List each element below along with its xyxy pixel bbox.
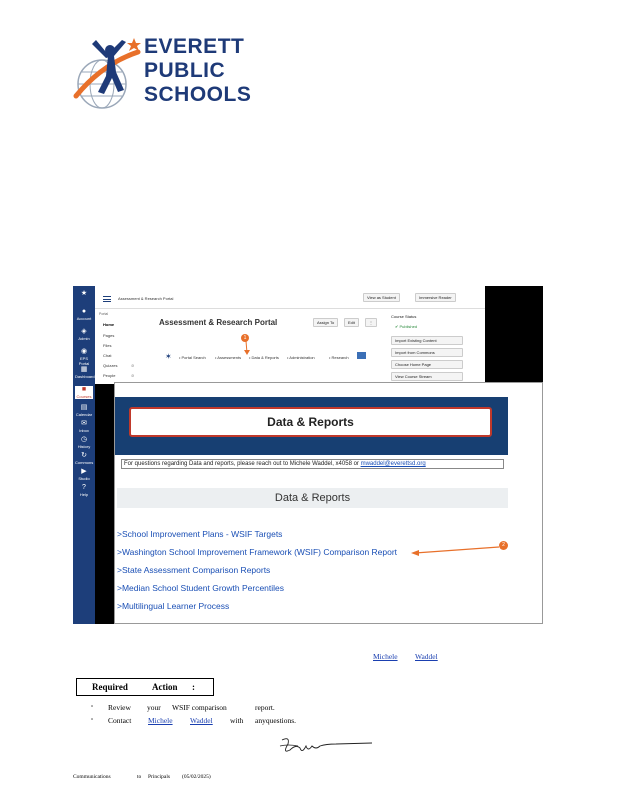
book-icon <box>357 352 366 359</box>
nav-help[interactable]: ? Help <box>75 484 93 497</box>
check-icon: ✔ <box>395 324 399 329</box>
bullet-1-w1: Review <box>108 703 131 712</box>
data-reports-banner <box>115 397 508 455</box>
footer-w3: Principals <box>148 774 170 780</box>
shield-icon: ◈ <box>81 328 87 335</box>
course-nav-files[interactable]: Files <box>103 343 112 348</box>
bullet-2-w2: with <box>230 716 244 725</box>
breadcrumb[interactable]: Assessment & Research Portal <box>118 296 174 301</box>
logo-line-1: EVERETT <box>144 35 245 58</box>
nav-history[interactable]: ◷ History <box>75 436 93 449</box>
edit-button[interactable]: Edit <box>344 318 359 327</box>
immersive-reader-button[interactable]: Immersive Reader <box>415 293 456 302</box>
district-logo <box>72 34 252 110</box>
studio-icon: ▶ <box>81 468 87 475</box>
logo-line-2: PUBLIC <box>144 59 226 82</box>
link-wsif-comparison[interactable]: >Washington School Improvement Framework (WSIF) Comparison Report <box>117 547 398 557</box>
course-nav-quizzes[interactable]: Quizzes <box>103 363 118 368</box>
course-nav-people[interactable]: People <box>103 373 116 378</box>
tab-assessments[interactable]: • Assessments <box>215 355 242 360</box>
link-state-assessment[interactable]: >State Assessment Comparison Reports <box>117 565 271 575</box>
inbox-icon: ✉ <box>81 420 87 427</box>
page-title: Assessment & Research Portal <box>159 318 278 327</box>
bullet-1-w2: your <box>147 703 161 712</box>
tab-administration[interactable]: • Administration <box>287 355 315 360</box>
link-multilingual[interactable]: >Multilingual Learner Process <box>117 601 230 611</box>
courses-icon: ■ <box>81 386 87 393</box>
signature-image <box>276 734 376 758</box>
import-commons-button[interactable]: Import from Commons <box>391 348 463 357</box>
history-icon: ◷ <box>80 436 88 443</box>
nav-eps-portal[interactable]: ◉ EPS Portal <box>75 348 93 366</box>
course-nav-pages[interactable]: Pages <box>103 333 115 338</box>
choose-home-button[interactable]: Choose Home Page <box>391 360 463 369</box>
account-icon: ● <box>81 308 87 315</box>
published-status[interactable]: ✔ Published <box>395 324 418 329</box>
banner-title: Data & Reports <box>129 407 492 437</box>
hamburger-icon[interactable] <box>103 296 111 302</box>
divider <box>95 308 485 309</box>
tab-data-reports[interactable]: • Data & Reports <box>249 355 279 360</box>
bullet-icon: ▫ <box>91 717 94 723</box>
required-action-word-2: Action <box>152 682 178 692</box>
bullet-1-w4: report. <box>255 703 275 712</box>
section-title: Data & Reports <box>117 488 508 508</box>
course-status-label: Course Status <box>391 314 417 319</box>
view-stream-button[interactable]: View Course Stream <box>391 372 463 381</box>
nav-courses[interactable]: ■ Courses <box>76 386 92 399</box>
help-icon: ? <box>82 484 86 491</box>
logo-globe-icon <box>72 34 142 110</box>
global-nav <box>73 286 95 624</box>
portal-star-icon: ✶ <box>165 352 172 361</box>
commons-icon: ↻ <box>81 452 87 459</box>
link-wsif-targets[interactable]: >School Improvement Plans - WSIF Targets <box>117 529 283 539</box>
course-nav-chat[interactable]: Chat <box>103 353 112 358</box>
email-link[interactable]: mwaddel@everettsd.org <box>360 461 426 467</box>
required-action-colon: : <box>192 682 195 692</box>
nav-studio[interactable]: ▶ Studio <box>75 468 93 481</box>
nav-commons[interactable]: ↻ Commons <box>75 452 94 465</box>
course-nav-header: Portal <box>99 312 109 316</box>
view-as-student-button[interactable]: View as Student <box>363 293 400 302</box>
import-existing-button[interactable]: Import Existing Content <box>391 336 463 345</box>
course-nav-home[interactable]: Home <box>103 322 115 327</box>
nav-account[interactable]: ● Account <box>76 308 92 321</box>
nav-dashboard[interactable]: ▦ Dashboard <box>75 366 95 379</box>
nav-calendar[interactable]: ▤ Calendar <box>75 404 93 417</box>
bullet-2-w1: Contact <box>108 716 132 725</box>
contact-last-name-link[interactable]: Waddel <box>415 652 438 661</box>
bullet-icon: ▫ <box>91 704 94 710</box>
hidden-eye-icon: ⊘ <box>131 373 135 378</box>
tab-portal-search[interactable]: • Portal Search <box>179 355 206 360</box>
portal-icon: ◉ <box>80 348 88 355</box>
bullet-2-link-last[interactable]: Waddel <box>190 716 213 725</box>
contact-first-name-link[interactable]: Michele <box>373 652 398 661</box>
step-1-marker: 1 <box>241 334 249 342</box>
portal-screenshot <box>73 286 543 624</box>
eps-logo-icon: ★ <box>80 290 88 297</box>
calendar-icon: ▤ <box>80 404 88 411</box>
step-2-marker: 2 <box>499 541 508 550</box>
required-action-word-1: Required <box>92 682 128 692</box>
zoomed-inset <box>114 382 543 624</box>
hidden-eye-icon: ⊘ <box>131 363 135 368</box>
tab-research[interactable]: • Research <box>329 355 349 360</box>
footer-w2: to <box>137 774 142 780</box>
more-options-button[interactable]: ⋮ <box>365 318 377 327</box>
footer-w4: (05/02/2025) <box>182 774 211 780</box>
link-growth-percentiles[interactable]: >Median School Student Growth Percentiles <box>117 583 285 593</box>
arrow-1-icon <box>243 341 251 355</box>
assign-to-button[interactable]: Assign To <box>313 318 338 327</box>
contact-info-bar: For questions regarding Data and reports, please reach out to Michele Waddel, x4058 or mwaddel@everettsd.org <box>121 459 504 469</box>
bullet-2-link-first[interactable]: Michele <box>148 716 173 725</box>
footer-w1: Communications <box>73 774 111 780</box>
nav-admin[interactable]: ◈ Admin <box>75 328 93 341</box>
bullet-1-w3: WSIF comparison <box>172 703 227 712</box>
dashboard-icon: ▦ <box>80 366 88 373</box>
logo-line-3: SCHOOLS <box>144 83 252 106</box>
nav-inbox[interactable]: ✉ Inbox <box>75 420 93 433</box>
arrow-2-icon <box>411 541 505 557</box>
bullet-2-w3: anyquestions. <box>255 716 297 725</box>
canvas-page <box>95 286 485 384</box>
